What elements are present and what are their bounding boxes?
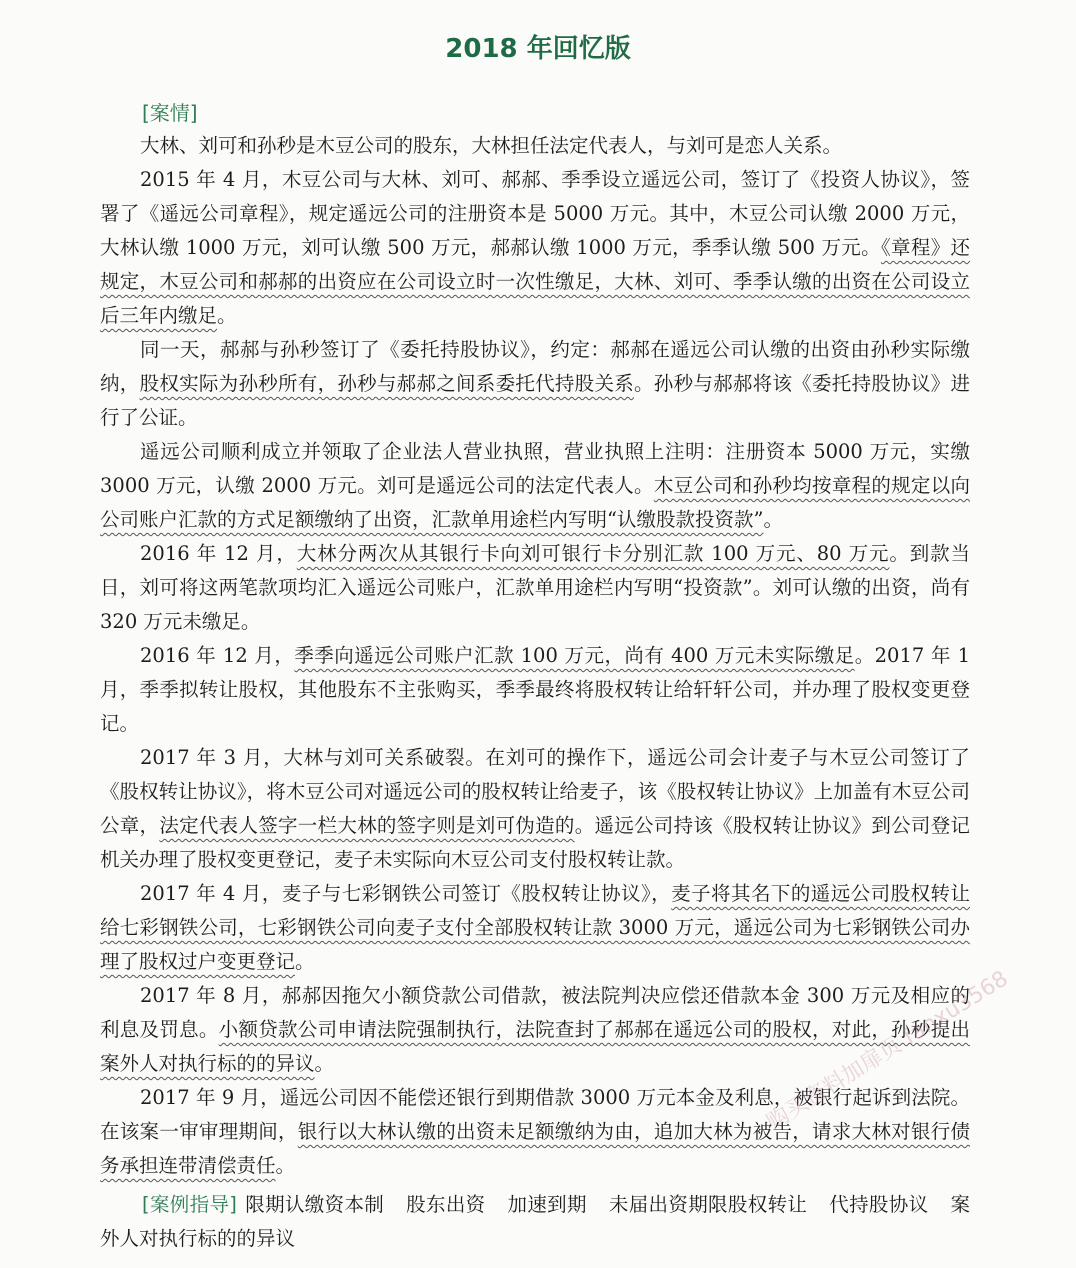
case-paragraph bbox=[100, 333, 970, 435]
case-paragraph bbox=[100, 979, 970, 1081]
paragraph-text: 。 bbox=[295, 950, 315, 973]
paragraph-text: 2017 年 9 月，遥远公司因不能偿还银行到期借款 3000 万元本金及利息，被银行起诉到法院。在该案一审审理期间， bbox=[100, 1086, 970, 1143]
paragraph-text: 。2017 年 1 月，季季拟转让股权，其他股东不主张购买，季季最终将股权转让给轩轩公司，并办理了股权变更登记。 bbox=[100, 644, 970, 735]
guide-keyword: 代持股协议 bbox=[829, 1193, 929, 1216]
watermark: 购买资料加扉页 fanxu3568 bbox=[762, 966, 1013, 1136]
case-section-tag: [案情] bbox=[142, 101, 198, 125]
underlined-text: 麦子将其名下的遥远公司股权转让给七彩钢铁公司，七彩钢铁公司向麦子支付全部股权转让款 3000 万元，遥远公司为七彩钢铁公司办理了股权过户变更登记 bbox=[100, 882, 970, 973]
paragraph-text: 2016 年 12 月， bbox=[140, 542, 297, 565]
case-paragraph bbox=[100, 163, 970, 333]
case-paragraph bbox=[100, 537, 970, 639]
paragraph-text: 2015 年 4 月，木豆公司与大林、刘可、郝郝、季季设立遥远公司，签订了《投资人协议》，签署了《遥远公司章程》，规定遥远公司的注册资本是 5000 万元。其中，木豆公司认缴 2000 万元，大林认缴 1000 万元，刘可认缴 500 万元，郝郝认缴 1000 万元，季季认缴 500 万元。 bbox=[100, 168, 970, 259]
case-guide-tag: [案例指导] bbox=[142, 1193, 237, 1216]
guide-keyword: 限期认缴资本制 bbox=[244, 1193, 385, 1216]
underlined-text: 季季向遥远公司账户汇款 100 万元，尚有 400 万元未实际缴足 bbox=[294, 644, 855, 667]
paragraph-text: 。孙秒与郝郝将该《委托持股协议》进行了公证。 bbox=[100, 372, 970, 429]
page-title: 2018 年回忆版 bbox=[445, 34, 631, 64]
case-body bbox=[100, 129, 970, 1183]
paragraph-text: 。 bbox=[763, 508, 783, 531]
paragraph-text: 。到款当日，刘可将这两笔款项均汇入遥远公司账户，汇款单用途栏内写明“投资款”。刘可认缴的出资，尚有 320 万元未缴足。 bbox=[100, 542, 970, 633]
case-paragraph bbox=[100, 741, 970, 877]
paragraph-text: 。遥远公司持该《股权转让协议》到公司登记机关办理了股权变更登记，麦子未实际向木豆公司支付股权转让款。 bbox=[100, 814, 970, 871]
paragraph-text: 。 bbox=[314, 1052, 335, 1075]
paragraph-text: 大林、刘可和孙秒是木豆公司的股东，大林担任法定代表人，与刘可是恋人关系。 bbox=[140, 134, 843, 157]
paragraph-text: 2017 年 8 月，郝郝因拖欠小额贷款公司借款，被法院判决应偿还借款本金 300 万元及相应的利息及罚息。 bbox=[100, 984, 970, 1041]
case-paragraph bbox=[100, 129, 970, 163]
paragraph-text: 遥远公司顺利成立并领取了企业法人营业执照，营业执照上注明：注册资本 5000 万元，实缴 3000 万元，认缴 2000 万元。刘可是遥远公司的法定代表人。 bbox=[100, 440, 970, 497]
paragraph-text: 。 bbox=[275, 1154, 296, 1177]
underlined-text: 《章程》还规定，木豆公司和郝郝的出资应在公司设立时一次性缴足，大林、刘可、季季认缴的出资在公司设立后三年内缴足 bbox=[100, 236, 970, 327]
case-paragraph bbox=[100, 435, 970, 537]
guide-keyword: 案外人对执行标的的异议 bbox=[100, 1193, 970, 1250]
underlined-text: 法定代表人签字一栏大林的签字则是刘可伪造的 bbox=[159, 814, 575, 837]
case-paragraph bbox=[100, 877, 970, 979]
paragraph-text: 。 bbox=[217, 304, 237, 327]
paragraph-text: 2016 年 12 月， bbox=[140, 644, 295, 667]
underlined-text: 股权实际为孙秒所有，孙秒与郝郝之间系委托代持股关系 bbox=[139, 372, 635, 395]
case-paragraph bbox=[100, 639, 970, 741]
guide-keyword: 未届出资期限股权转让 bbox=[608, 1193, 808, 1216]
guide-keyword: 加速到期 bbox=[507, 1193, 587, 1216]
guide-keyword: 股东出资 bbox=[406, 1193, 486, 1216]
paragraph-text: 同一天，郝郝与孙秒签订了《委托持股协议》，约定：郝郝在遥远公司认缴的出资由孙秒实际缴纳， bbox=[100, 338, 970, 395]
underlined-text: 银行以大林认缴的出资未足额缴纳为由，追加大林为被告，请求大林对银行债务承担连带清偿责任 bbox=[100, 1120, 970, 1177]
case-paragraph bbox=[100, 1081, 970, 1183]
paragraph-text: 2017 年 3 月，大林与刘可关系破裂。在刘可的操作下，遥远公司会计麦子与木豆公司签订了《股权转让协议》，将木豆公司对遥远公司的股权转让给麦子，该《股权转让协议》上加盖有木豆公司公章， bbox=[100, 746, 970, 837]
paragraph-text: 2017 年 4 月，麦子与七彩钢铁公司签订《股权转让协议》， bbox=[140, 882, 672, 905]
underlined-text: 大林分两次从其银行卡向刘可银行卡分别汇款 100 万元、80 万元 bbox=[296, 542, 890, 565]
underlined-text: 木豆公司和孙秒均按章程的规定以向公司账户汇款的方式足额缴纳了出资，汇款单用途栏内写明“认缴股款投资款” bbox=[100, 474, 970, 531]
underlined-text: 小额贷款公司申请法院强制执行，法院查封了郝郝在遥远公司的股权，对此，孙秒提出案外人对执行标的的异议 bbox=[100, 1018, 970, 1075]
case-guide bbox=[100, 1188, 970, 1256]
